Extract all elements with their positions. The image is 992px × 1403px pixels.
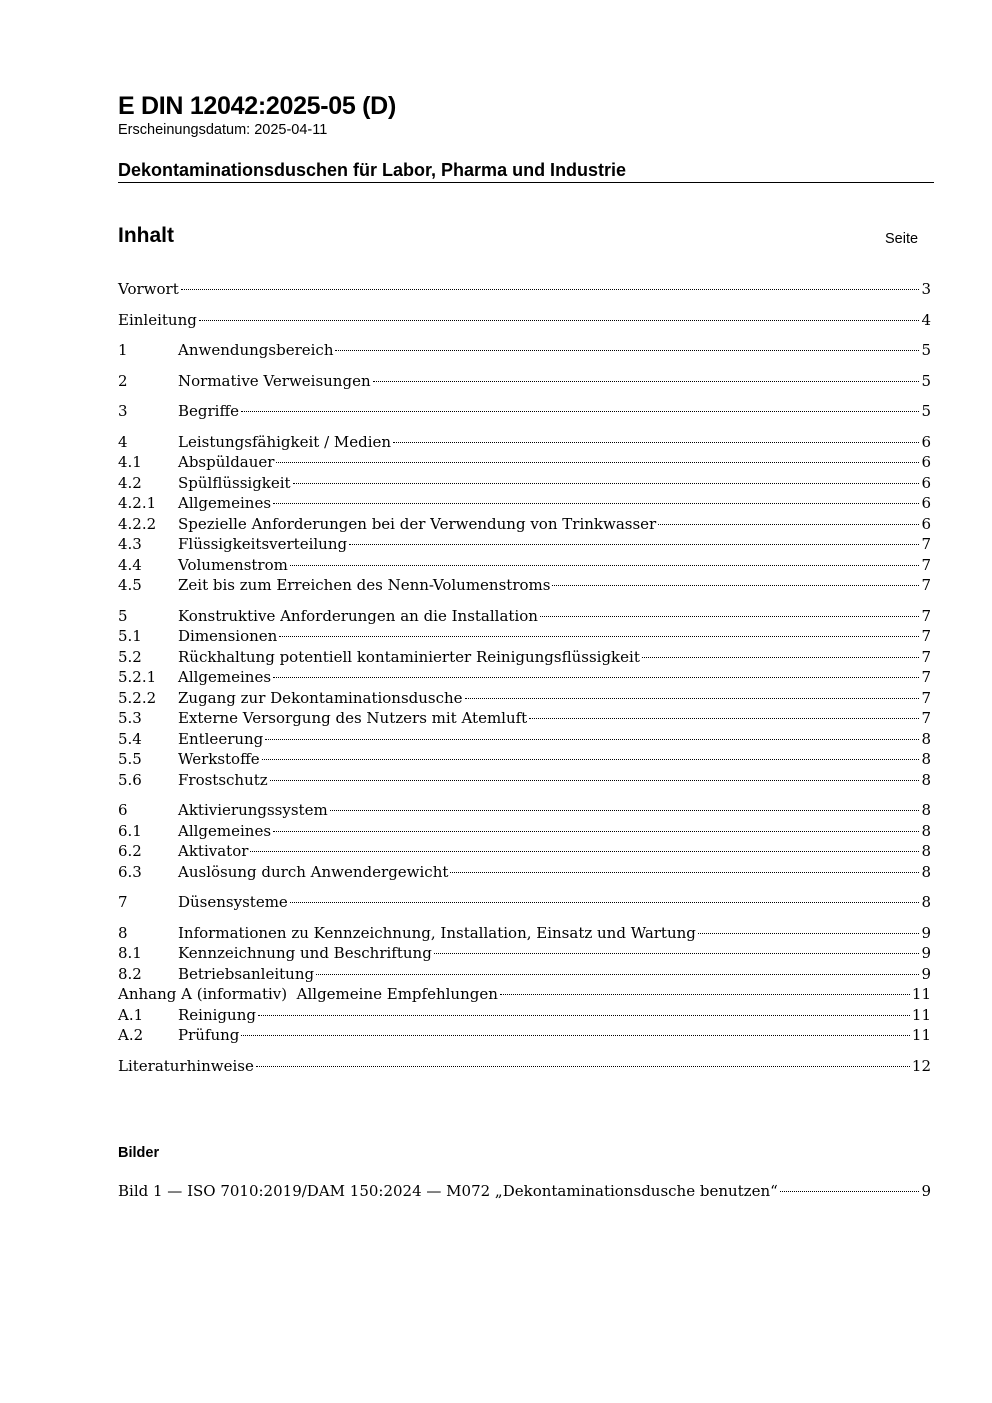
toc-entry-number: 8: [118, 923, 128, 942]
toc-leader-dots: [698, 933, 920, 934]
toc-entry-title: Entleerung: [178, 729, 264, 748]
toc-entry-page: 8: [921, 729, 931, 748]
toc-entry-title: Vorwort: [118, 280, 179, 298]
toc-entry-title: Allgemeines: [178, 494, 272, 512]
toc-entry-page: 8: [921, 750, 931, 768]
toc-entry-number: 5.4: [118, 729, 142, 748]
toc-entry-title: Zeit bis zum Erreichen des Nenn-Volumenstroms: [178, 576, 551, 594]
toc-entry[interactable]: [118, 493, 931, 514]
toc-entry-title: Aktivator: [178, 842, 249, 860]
toc-entry[interactable]: [118, 943, 931, 964]
toc-entry[interactable]: [118, 310, 931, 331]
toc-entry[interactable]: [118, 984, 931, 1005]
toc-entry-title: Volumenstrom: [178, 555, 288, 574]
toc-entry-title: Werkstoffe: [178, 750, 260, 768]
toc-entry[interactable]: [118, 534, 931, 555]
toc-entry-number: 4.3: [118, 535, 142, 553]
toc-entry-page: 7: [921, 606, 931, 625]
toc-entry[interactable]: [118, 923, 931, 944]
toc-leader-dots: [450, 872, 919, 873]
toc-leader-dots: [434, 953, 920, 954]
toc-entry[interactable]: [118, 749, 931, 770]
toc-entry-page: 5: [921, 371, 931, 390]
toc-entry-title: Normative Verweisungen: [178, 371, 371, 390]
toc-entry-number: 4.2.2: [118, 514, 157, 533]
toc-entry[interactable]: [118, 1056, 931, 1077]
toc-entry-number: 4.2.1: [118, 494, 157, 512]
figure-entry-title: Bild 1 — ISO 7010:2019/DAM 150:2024 — M072 „Dekontaminationsdusche benutzen“: [118, 1182, 778, 1200]
toc-entry-title: Leistungsfähigkeit / Medien: [178, 432, 392, 451]
toc-entry-page: 5: [921, 402, 931, 420]
toc-entry-page: 7: [921, 535, 931, 553]
toc-entry[interactable]: [118, 892, 931, 913]
toc-entry[interactable]: [118, 432, 931, 453]
document-subject: Dekontaminationsduschen für Labor, Pharma und Industrie: [118, 160, 627, 180]
toc-entry[interactable]: [118, 452, 931, 473]
header-divider: [118, 182, 934, 183]
toc-entry-title: Aktivierungssystem: [178, 801, 328, 819]
toc-entry-page: 7: [921, 647, 931, 666]
toc-entry[interactable]: [118, 667, 931, 688]
toc-entry-title: Dimensionen: [178, 627, 278, 645]
toc-entry-page: 5: [921, 341, 931, 359]
toc-entry-page: 7: [921, 668, 931, 686]
toc-entry-number: 5.3: [118, 709, 142, 727]
toc-entry-number: 5.1: [118, 627, 142, 645]
toc-entry-page: 8: [921, 801, 931, 819]
figures-heading: Bilder: [118, 1145, 160, 1161]
toc-entry-title: Informationen zu Kennzeichnung, Installation, Einsatz und Wartung: [178, 923, 696, 942]
toc-leader-dots: [290, 565, 920, 566]
toc-entry[interactable]: [118, 279, 931, 300]
toc-entry-title: Abspüldauer: [178, 453, 275, 471]
toc-entry-page: 7: [921, 688, 931, 707]
toc-entry-number: 5.2.1: [118, 668, 157, 686]
toc-entry[interactable]: [118, 729, 931, 750]
toc-entry[interactable]: [118, 770, 931, 791]
toc-entry-page: 7: [921, 709, 931, 727]
toc-leader-dots: [540, 616, 920, 617]
toc-entry[interactable]: [118, 800, 931, 821]
toc-entry[interactable]: [118, 626, 931, 647]
toc-entry[interactable]: [118, 688, 931, 709]
toc-leader-dots: [330, 810, 920, 811]
toc-entry[interactable]: [118, 647, 931, 668]
toc-entry-title: Allgemeines: [178, 821, 272, 840]
toc-entry-number: 3: [118, 402, 128, 420]
toc-entry-title: Spülflüssigkeit: [178, 473, 291, 492]
toc-leader-dots: [500, 994, 910, 995]
figure-entry[interactable]: [118, 1181, 931, 1202]
toc-entry-number: 5: [118, 606, 128, 625]
toc-entry[interactable]: [118, 708, 931, 729]
toc-entry-number: 1: [118, 341, 128, 359]
table-of-contents: [118, 279, 931, 1076]
toc-entry-number: 4.4: [118, 555, 142, 574]
toc-leader-dots: [642, 657, 920, 658]
toc-entry[interactable]: [118, 371, 931, 392]
toc-leader-dots: [273, 677, 919, 678]
toc-entry-page: 12: [911, 1056, 931, 1075]
toc-leader-dots: [349, 544, 919, 545]
toc-entry-title: Kennzeichnung und Beschriftung: [178, 944, 432, 962]
toc-entry-page: 6: [921, 432, 931, 451]
toc-heading: Inhalt: [118, 224, 174, 247]
toc-leader-dots: [265, 739, 919, 740]
toc-entry-page: 8: [921, 842, 931, 860]
toc-entry-number: 2: [118, 371, 128, 390]
toc-entry-title: Einleitung: [118, 310, 197, 329]
toc-entry-number: 6.3: [118, 862, 142, 881]
toc-leader-dots: [529, 718, 919, 719]
toc-leader-dots: [335, 350, 919, 351]
toc-entry-page: 9: [921, 964, 931, 983]
toc-leader-dots: [465, 698, 920, 699]
toc-entry-title: Flüssigkeitsverteilung: [178, 535, 348, 553]
toc-leader-dots: [181, 289, 920, 290]
toc-entry-page: 9: [921, 923, 931, 942]
document-title: E DIN 12042:2025-05 (D): [118, 92, 396, 120]
toc-entry-number: A.2: [118, 1026, 144, 1044]
toc-leader-dots: [290, 902, 920, 903]
toc-entry-number: 4.1: [118, 453, 142, 471]
toc-entry-title: Literaturhinweise: [118, 1056, 254, 1075]
toc-entry-number: 8.2: [118, 964, 142, 983]
toc-entry-title: Auslösung durch Anwendergewicht: [178, 862, 449, 881]
toc-entry-title: Begriffe: [178, 402, 240, 420]
publication-date: Erscheinungsdatum: 2025-04-11: [118, 122, 328, 138]
toc-entry-page: 8: [921, 770, 931, 789]
toc-leader-dots: [293, 483, 920, 484]
toc-entry-page: 7: [921, 576, 931, 594]
toc-leader-dots: [241, 411, 919, 412]
toc-entry-number: 4.5: [118, 576, 142, 594]
toc-entry-page: 6: [921, 514, 931, 533]
toc-entry-title: Rückhaltung potentiell kontaminierter Reinigungsflüssigkeit: [178, 647, 640, 666]
toc-entry-page: 6: [921, 473, 931, 492]
toc-entry-title: Anwendungsbereich: [178, 341, 334, 359]
toc-entry-title: Zugang zur Dekontaminationsdusche: [178, 688, 463, 707]
toc-entry[interactable]: [118, 1025, 931, 1046]
toc-entry-page: 8: [921, 893, 931, 911]
toc-leader-dots: [780, 1191, 920, 1192]
toc-leader-dots: [199, 320, 920, 321]
toc-leader-dots: [241, 1035, 910, 1036]
toc-leader-dots: [658, 524, 919, 525]
toc-entry-number: 5.5: [118, 750, 142, 768]
toc-entry-number: 6.2: [118, 842, 142, 860]
toc-entry-title: Spezielle Anforderungen bei der Verwendung von Trinkwasser: [178, 514, 657, 533]
toc-leader-dots: [250, 851, 919, 852]
toc-entry[interactable]: [118, 340, 931, 361]
toc-entry-page: 9: [921, 944, 931, 962]
toc-entry-page: 11: [911, 985, 931, 1003]
toc-entry-number: 4: [118, 432, 128, 451]
toc-leader-dots: [258, 1015, 910, 1016]
toc-entry[interactable]: [118, 606, 931, 627]
toc-entry-title: Konstruktive Anforderungen an die Installation: [178, 606, 538, 625]
toc-entry[interactable]: [118, 514, 931, 535]
toc-entry[interactable]: [118, 401, 931, 422]
toc-leader-dots: [279, 636, 919, 637]
toc-leader-dots: [270, 780, 920, 781]
toc-leader-dots: [273, 831, 919, 832]
toc-entry-page: 6: [921, 453, 931, 471]
toc-entry-page: 7: [921, 555, 931, 574]
toc-entry-title: Allgemeines: [178, 668, 272, 686]
toc-leader-dots: [276, 462, 919, 463]
toc-entry[interactable]: [118, 821, 931, 842]
toc-leader-dots: [393, 442, 919, 443]
toc-entry-title: Externe Versorgung des Nutzers mit Atemluft: [178, 709, 528, 727]
toc-page-column-label: Seite: [885, 231, 919, 247]
toc-entry[interactable]: [118, 964, 931, 985]
toc-entry-page: 4: [921, 310, 931, 329]
toc-leader-dots: [552, 585, 919, 586]
toc-leader-dots: [273, 503, 919, 504]
toc-entry[interactable]: [118, 1005, 931, 1026]
toc-leader-dots: [262, 759, 920, 760]
toc-entry-page: 3: [921, 280, 931, 298]
toc-entry[interactable]: [118, 473, 931, 494]
toc-entry-title: Betriebsanleitung: [178, 964, 315, 983]
toc-entry-page: 11: [911, 1026, 931, 1044]
toc-entry-number: 5.6: [118, 770, 142, 789]
toc-leader-dots: [373, 381, 920, 382]
toc-entry-page: 8: [921, 821, 931, 840]
toc-entry-number: 6: [118, 801, 128, 819]
toc-entry[interactable]: [118, 555, 931, 576]
toc-entry-number: A.1: [118, 1005, 144, 1024]
toc-entry-title: Prüfung: [178, 1026, 240, 1044]
figure-entry-page: 9: [921, 1182, 931, 1200]
toc-entry-title: Reinigung: [178, 1005, 256, 1024]
toc-entry-page: 6: [921, 494, 931, 512]
toc-entry-title: Anhang A (informativ) Allgemeine Empfehlungen: [118, 985, 498, 1003]
toc-entry-number: 5.2: [118, 647, 142, 666]
toc-leader-dots: [316, 974, 919, 975]
toc-entry-number: 6.1: [118, 821, 142, 840]
list-of-figures: [118, 1181, 931, 1202]
toc-leader-dots: [256, 1066, 910, 1067]
toc-entry-title: Düsensysteme: [178, 893, 288, 911]
toc-entry[interactable]: [118, 862, 931, 883]
toc-entry-number: 8.1: [118, 944, 142, 962]
toc-entry-number: 7: [118, 893, 128, 911]
toc-entry-number: 5.2.2: [118, 688, 157, 707]
toc-entry-page: 8: [921, 862, 931, 881]
toc-entry-page: 7: [921, 627, 931, 645]
toc-entry-page: 11: [911, 1005, 931, 1024]
toc-entry-title: Frostschutz: [178, 770, 268, 789]
toc-entry-number: 4.2: [118, 473, 142, 492]
toc-entry[interactable]: [118, 841, 931, 862]
toc-entry[interactable]: [118, 575, 931, 596]
